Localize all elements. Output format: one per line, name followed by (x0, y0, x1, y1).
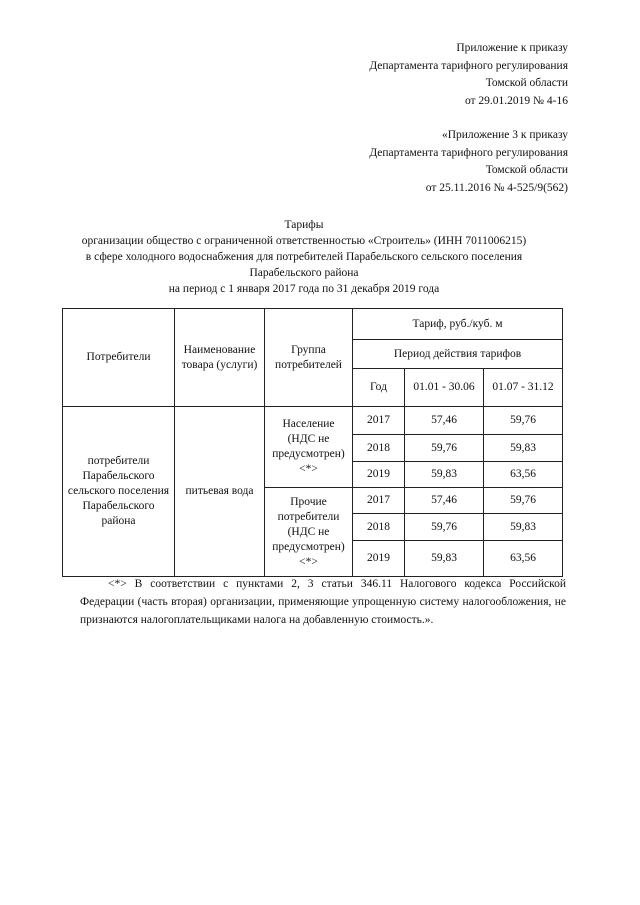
document-title (40, 217, 568, 297)
consumer-cell: потребители Парабельского сельского поселения Парабельского района (63, 407, 175, 577)
group-cell: Прочие потребители (НДС не предусмотрен) <*> (265, 488, 353, 577)
tariff-h1-cell: 59,83 (405, 541, 484, 577)
appendix-line: Департамента тарифного регулирования (369, 146, 568, 159)
appendix-line: Томской области (485, 164, 568, 176)
title-line: Парабельского района (249, 267, 359, 279)
year-cell: 2017 (353, 407, 405, 435)
appendix-current-block (369, 40, 568, 110)
year-cell: 2019 (353, 462, 405, 488)
year-cell: 2019 (353, 541, 405, 577)
year-cell: 2018 (353, 514, 405, 541)
appendix-line: «Приложение 3 к приказу (441, 129, 568, 141)
table-row (63, 407, 563, 435)
tariff-h2-cell: 63,56 (484, 462, 563, 488)
header-consumers: Потребители (63, 309, 175, 407)
header-period: Период действия тарифов (353, 340, 563, 369)
tariff-h1-cell: 59,83 (405, 462, 484, 488)
tariff-h2-cell: 59,83 (484, 514, 563, 541)
header-first-half: 01.01 - 30.06 (405, 369, 484, 407)
appendix-line: Томской области (485, 77, 568, 89)
footnote: <*> В соответствии с пунктами 2, 3 статьи 346.11 Налогового кодекса Российской Федерации (часть вторая) организации, применяющие упрощенную систему налогообложения, не признаются налогоплательщиками налога на добавленную стоимость.». (80, 578, 566, 626)
tariff-h1-cell: 57,46 (405, 488, 484, 514)
appendix-line: Приложение к приказу (456, 42, 568, 54)
appendix-line: от 25.11.2016 № 4-525/9(562) (425, 181, 568, 194)
appendix-previous-block (369, 127, 568, 197)
title-line: организации общество с ограниченной ответственностью «Строитель» (ИНН 7011006215) (81, 235, 527, 247)
tariff-h2-cell: 59,76 (484, 488, 563, 514)
title-heading: Тарифы (284, 219, 324, 231)
header-year: Год (353, 369, 405, 407)
header-group: Группа потребителей (265, 309, 353, 407)
product-cell: питьевая вода (175, 407, 265, 577)
tariff-h1-cell: 57,46 (405, 407, 484, 435)
header-tariff: Тариф, руб./куб. м (353, 309, 563, 340)
tariff-h1-cell: 59,76 (405, 514, 484, 541)
header-second-half: 01.07 - 31.12 (484, 369, 563, 407)
title-line: на период с 1 января 2017 года по 31 декабря 2019 года (168, 283, 440, 295)
year-cell: 2018 (353, 435, 405, 462)
tariff-h1-cell: 59,76 (405, 435, 484, 462)
year-cell: 2017 (353, 488, 405, 514)
tariff-h2-cell: 59,76 (484, 407, 563, 435)
tariff-table (62, 308, 563, 577)
header-product: Наименование товара (услуги) (175, 309, 265, 407)
title-line: в сфере холодного водоснабжения для потребителей Парабельского сельского поселения (85, 251, 523, 263)
appendix-line: Департамента тарифного регулирования (369, 59, 568, 72)
appendix-line: от 29.01.2019 № 4-16 (464, 94, 568, 107)
tariff-h2-cell: 63,56 (484, 541, 563, 577)
group-cell: Население (НДС не предусмотрен) <*> (265, 407, 353, 488)
tariff-h2-cell: 59,83 (484, 435, 563, 462)
